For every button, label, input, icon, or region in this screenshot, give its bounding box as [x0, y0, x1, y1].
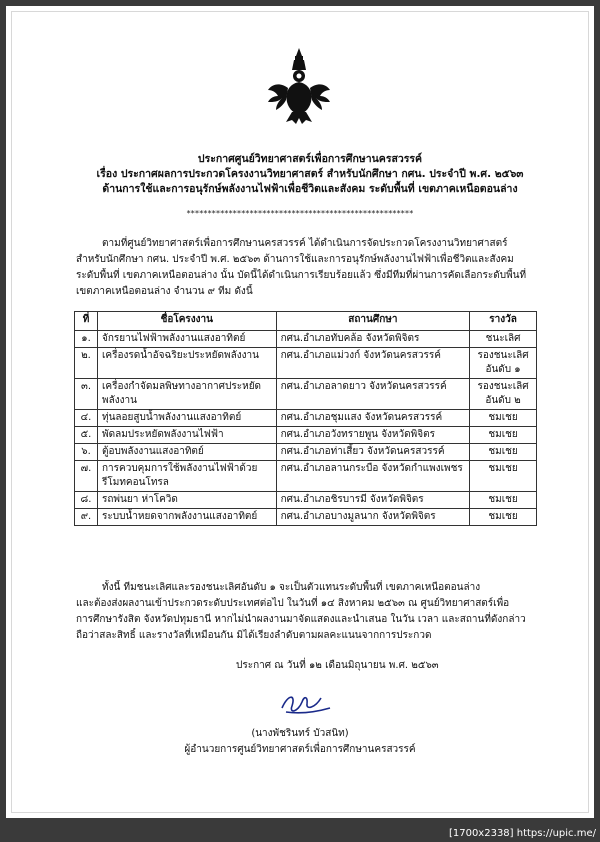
header-award: รางวัล	[470, 312, 537, 331]
signer-name: (นางพัชรินทร์ บัวสนิท)	[251, 728, 349, 739]
row-school: กศน.อำเภอท่าเสี้ยว จังหวัดนครสวรรค์	[276, 444, 470, 461]
row-no: ๓.	[75, 379, 98, 410]
row-school: กศน.อำเภอวังทรายพูน จังหวัดพิจิตร	[276, 427, 470, 444]
row-school: กศน.อำเภอทับคล้อ จังหวัดพิจิตร	[276, 331, 470, 348]
announcement-subject: เรื่อง ประกาศผลการประกวดโครงงานวิทยาศาสตร์ สำหรับนักศึกษา กศน. ประจำปี พ.ศ. ๒๕๖๓	[96, 168, 524, 180]
document-page	[6, 6, 594, 818]
row-no: ๘.	[75, 492, 98, 509]
intro-line-4: เขตภาคเหนือตอนล่าง จำนวน ๙ ทีม ดังนี้	[76, 286, 253, 297]
closing-line-1: ทั้งนี้ ทีมชนะเลิศและรองชนะเลิศอันดับ ๑ จะเป็นตัวแทนระดับพื้นที่ เขตภาคเหนือตอนล่าง	[102, 582, 481, 593]
header-school: สถานศึกษา	[276, 312, 470, 331]
row-project-name: พัดลมประหยัดพลังงานไฟฟ้า	[97, 427, 276, 444]
table-row	[75, 379, 537, 410]
row-school: กศน.อำเภอบางมูลนาก จังหวัดพิจิตร	[276, 509, 470, 526]
row-award: ชมเชย	[470, 427, 537, 444]
row-school: กศน.อำเภอลานกระบือ จังหวัดกำแพงเพชร	[276, 461, 470, 492]
row-award: รองชนะเลิศ อันดับ ๒	[470, 379, 537, 410]
row-no: ๔.	[75, 410, 98, 427]
row-project-name: ตู้อบพลังงานแสงอาทิตย์	[97, 444, 276, 461]
row-award: ชมเชย	[470, 410, 537, 427]
table-row	[75, 348, 537, 379]
announcement-date: ประกาศ ณ วันที่ ๑๒ เดือนมิถุนายน พ.ศ. ๒๕๖๓	[236, 660, 439, 671]
header-no: ที่	[75, 312, 98, 331]
announcement-category: ด้านการใช้และการอนุรักษ์พลังงานไฟฟ้าเพื่อชีวิตและสังคม ระดับพื้นที่ เขตภาคเหนือตอนล่าง	[102, 183, 518, 195]
row-school: กศน.อำเภอชิรบารมี จังหวัดพิจิตร	[276, 492, 470, 509]
table-row	[75, 461, 537, 492]
intro-line-3: ระดับพื้นที่ เขตภาคเหนือตอนล่าง นั้น บัดนี้ได้ดำเนินการเรียบร้อยแล้ว ซึ่งมีทีมที่ผ่านการคัดเลือกระดับพื้นที่	[76, 270, 527, 281]
row-project-name: ระบบน้ำหยดจากพลังงานแสงอาทิตย์	[97, 509, 276, 526]
row-no: ๙.	[75, 509, 98, 526]
signer-position: ผู้อำนวยการศูนย์วิทยาศาสตร์เพื่อการศึกษานครสวรรค์	[184, 744, 416, 755]
table-row	[75, 331, 537, 348]
row-no: ๒.	[75, 348, 98, 379]
intro-line-2: สำหรับนักศึกษา กศน. ประจำปี พ.ศ. ๒๕๖๓ ด้านการใช้และการอนุรักษ์พลังงานไฟฟ้าเพื่อชีวิตและสังคม	[76, 254, 514, 265]
row-project-name: จักรยานไฟฟ้าพลังงานแสงอาทิตย์	[97, 331, 276, 348]
row-no: ๑.	[75, 331, 98, 348]
row-project-name: การควบคุมการใช้พลังงานไฟฟ้าด้วยรีโมทคอนโทรล	[97, 461, 276, 492]
garuda-emblem-icon	[264, 46, 334, 128]
image-caption: [1700x2338] https://upic.me/	[448, 828, 596, 839]
table-row	[75, 444, 537, 461]
row-project-name: เครื่องรดน้ำอัจฉริยะประหยัดพลังงาน	[97, 348, 276, 379]
row-award: ชมเชย	[470, 461, 537, 492]
table-row	[75, 427, 537, 444]
row-award: ชนะเลิศ	[470, 331, 537, 348]
row-award: ชมเชย	[470, 509, 537, 526]
table-header-row	[75, 312, 537, 331]
row-school: กศน.อำเภอแม่วงก์ จังหวัดนครสวรรค์	[276, 348, 470, 379]
row-no: ๕.	[75, 427, 98, 444]
separator-line: ******************************************************	[186, 209, 414, 218]
row-project-name: รถพ่นยา ห่าโควิด	[97, 492, 276, 509]
closing-line-4: ถือว่าสละสิทธิ์ และรางวัลที่เหมือนกัน มิได้เรียงลำดับตามผลคะแนนจากการประกวด	[76, 630, 432, 641]
closing-line-3: การศึกษารังสิต จังหวัดปทุมธานี หากไม่นำผลงานมาจัดแสดงและนำเสนอ ในวัน เวลา และสถานที่ดังกล่าว	[76, 614, 526, 625]
table-row	[75, 492, 537, 509]
announcement-title: ประกาศศูนย์วิทยาศาสตร์เพื่อการศึกษานครสวรรค์	[197, 153, 423, 165]
table-row	[75, 509, 537, 526]
table-row	[75, 410, 537, 427]
awards-table	[74, 311, 537, 526]
signature-icon	[276, 686, 336, 718]
row-no: ๗.	[75, 461, 98, 492]
row-school: กศน.อำเภอชุมแสง จังหวัดนครสวรรค์	[276, 410, 470, 427]
header-project: ชื่อโครงงาน	[97, 312, 276, 331]
row-project-name: ทุ่นลอยสูบน้ำพลังงานแสงอาทิตย์	[97, 410, 276, 427]
row-school: กศน.อำเภอลาดยาว จังหวัดนครสวรรค์	[276, 379, 470, 410]
row-award: รองชนะเลิศ อันดับ ๑	[470, 348, 537, 379]
row-award: ชมเชย	[470, 444, 537, 461]
row-project-name: เครื่องกำจัดมลพิษทางอากาศประหยัดพลังงาน	[97, 379, 276, 410]
closing-line-2: และต้องส่งผลงานเข้าประกวดระดับประเทศต่อไป ในวันที่ ๑๔ สิงหาคม ๒๕๖๓ ณ ศูนย์วิทยาศาสตร์เพื่อ	[76, 598, 510, 609]
intro-line-1: ตามที่ศูนย์วิทยาศาสตร์เพื่อการศึกษานครสวรรค์ ได้ดำเนินการจัดประกวดโครงงานวิทยาศาสตร์	[102, 238, 508, 249]
row-award: ชมเชย	[470, 492, 537, 509]
row-no: ๖.	[75, 444, 98, 461]
